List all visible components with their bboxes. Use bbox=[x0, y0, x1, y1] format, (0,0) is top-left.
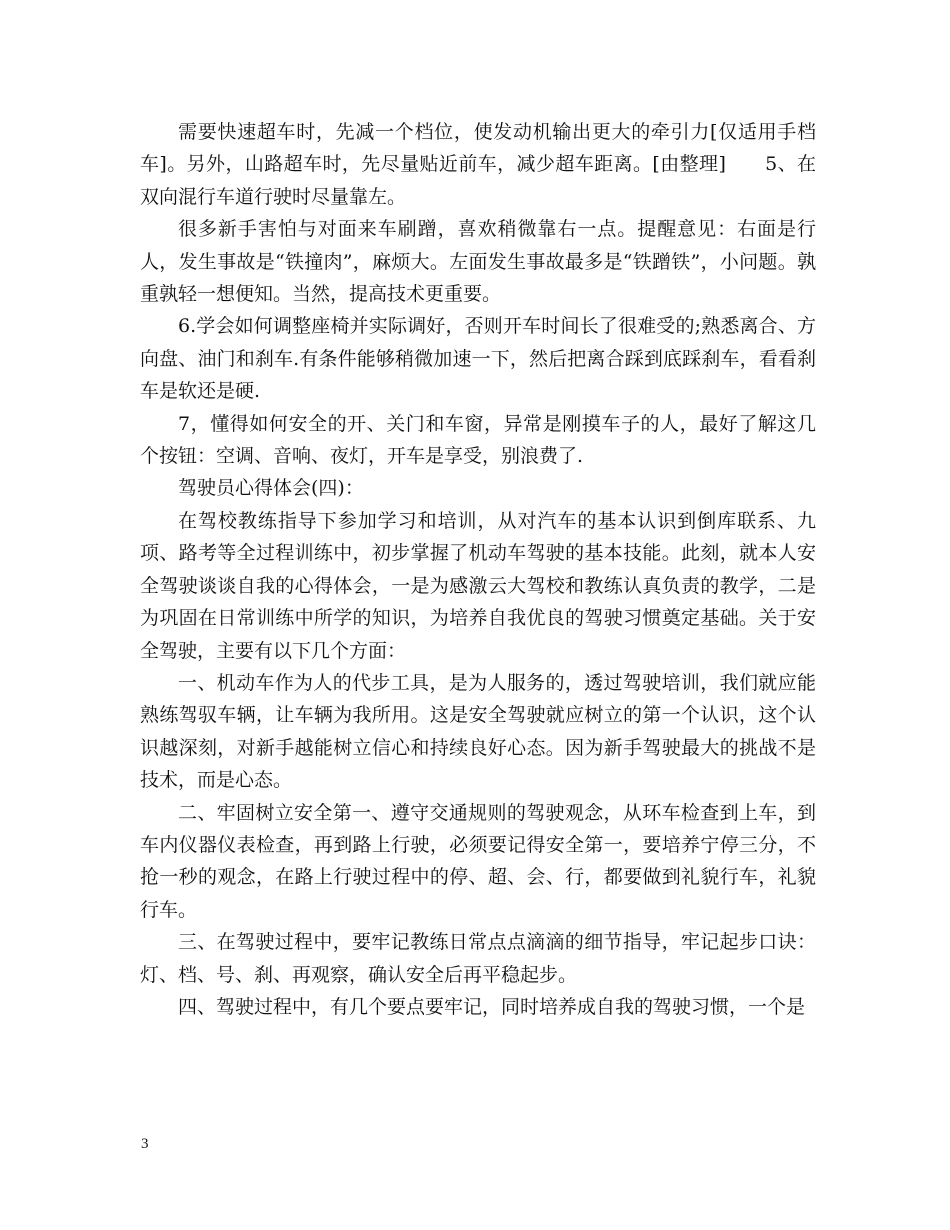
paragraph: 三、在驾驶过程中，要牢记教练日常点点滴滴的细节指导，牢记起步口诀：灯、档、号、刹、再观察，确认安全后再平稳起步。 bbox=[140, 931, 816, 986]
paragraph: 很多新手害怕与对面来车刷蹭，喜欢稍微靠右一点。提醒意见：右面是行人，发生事故是“铁撞肉”，麻烦大。左面发生事故最多是“铁蹭铁”，小问题。孰重孰轻一想便知。当然，提高技术更重要。 bbox=[140, 218, 816, 306]
paragraph: 二、牢固树立安全第一、遵守交通规则的驾驶观念，从环车检查到上车，到车内仪器仪表检查，再到路上行驶，必须要记得安全第一，要培养宁停三分，不抢一秒的观念，在路上行驶过程中的停、超、会、行，都要做到礼貌行车，礼貌行车。 bbox=[140, 801, 816, 921]
page-number: 3 bbox=[141, 1136, 149, 1152]
paragraph: 需要快速超车时，先减一个档位，使发动机输出更大的牵引力[仅适用手档车]。另外，山路超车时，先尽量贴近前车，减少超车距离。[由整理] 5、在双向混行车道行驶时尽量靠左。 bbox=[140, 121, 816, 208]
paragraph: 在驾校教练指导下参加学习和培训，从对汽车的基本认识到倒库联系、九项、路考等全过程训练中，初步掌握了机动车驾驶的基本技能。此刻，就本人安全驾驶谈谈自我的心得体会，一是为感激云大驾校和教练认真负责的教学，二是为巩固在日常训练中所学的知识，为培养自我优良的驾驶习惯奠定基础。关于安全驾驶，主要有以下几个方面： bbox=[140, 509, 816, 662]
section-heading: 驾驶员心得体会(四)： bbox=[178, 477, 364, 500]
body-text bbox=[140, 116, 816, 1023]
paragraph: 6.学会如何调整座椅并实际调好，否则开车时间长了很难受的;熟悉离合、方向盘、油门和刹车.有条件能够稍微加速一下，然后把离合踩到底踩刹车，看看刹车是软还是硬. bbox=[140, 315, 816, 403]
paragraph: 一、机动车作为人的代步工具，是为人服务的，透过驾驶培训，我们就应能熟练驾驭车辆，让车辆为我所用。这是安全驾驶就应树立的第一个认识，这个认识越深刻，对新手越能树立信心和持续良好心态。因为新手驾驶最大的挑战不是技术，而是心态。 bbox=[140, 671, 816, 792]
paragraph: 7，懂得如何安全的开、关门和车窗，异常是刚摸车子的人，最好了解这几个按钮：空调、音响、夜灯，开车是享受，别浪费了. bbox=[140, 412, 816, 468]
paragraph: 四、驾驶过程中，有几个要点要牢记，同时培养成自我的驾驶习惯，一个是 bbox=[178, 995, 806, 1018]
